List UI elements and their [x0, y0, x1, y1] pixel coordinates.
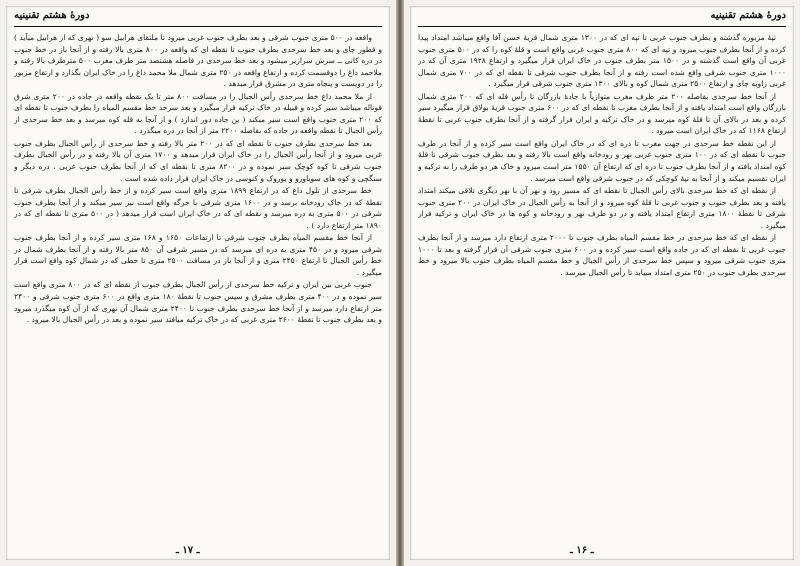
left-paragraph: از آنجا خط مقسم المیاه بطرف جنوب شرقی تا ارتفاعات ۱۶۵۰ و ۱۶۸ متری سیر کرده و از آنجا بطرف جنوب شرقی میرود و در ۴۵۰ متری به دره ای میرسد که در مسیر شرقی آن ۸۵۰ متر بالا رفته و از آنجا بطرف شمال در خط رأس الجبال تا ارتفاع ۲۴۵۰ متری و از آنجا باز در مسافت ۲۵۰۰ متری تا خطی که در شمال کوه واقع است قرار میگیرد . [14, 233, 382, 277]
right-paragraph: از این نقطه خط سرحدی در جهت مغرب تا دره ای که در خاک ایران واقع است سیر کرده و از آنجا در طرف جنوب تا نقطه ای که در ۱۰۰ متری جنوب غربی نهر و رودخانه واقع است بالا رفته و بعد بطرف جنوب شرقی تا قلهٔ کوه امتداد یافته و از آنجا بطرف جنوب تا دره ای که ارتفاع آن ۱۵۵۰ متر است میرود و خاک هر دو طرف را به ترکیه و ایران تقسیم میکند و از آنجا به تپهٔ کوچکی که در جنوب شرقی واقع است میرسد . [418, 138, 786, 183]
right-page [410, 6, 794, 560]
right-header-rule [418, 26, 786, 27]
right-paragraph: تپهٔ مزبوره گذشته و بطرف جنوب غربی تا تپه ای که در ۱۳۰۰ متری شمال قریهٔ حسن آقا واقع میباشد امتداد پیدا کرده و از آنجا بطرف جنوب میرود و تپه ای که ۸۰۰ متری جنوب غربی واقع است و قلهٔ کوه را که در ۵۰۰ متری جنوب غربی آن واقع است گذشته و در ۱۵۰۰ متر بطرف جنوب در خاک ایران قرار میگیرد و ارتفاع ۱۹۲۸ متری آن که در ۱۰۰۰ متری جنوب شرقی واقع شده است رفته و از آنجا بطرف جنوب شرقی تا نقطه ای که در ۷۰۰ متری شمال غربی زاویه چای و ارتفاع ۲۵۰۰ متری شمال کوه و بالای ۱۳۰۰ متری جنوب شرقی قرار میگیرد . [418, 33, 786, 89]
left-running-head: دورهٔ هشتم تقنینیه [14, 10, 90, 21]
book-gutter [396, 0, 404, 566]
left-paragraph: واقعه در ۵۰۰ متری جنوب شرقی و بعد بطرف جنوب غربی میرود تا ملتقای هرابیل سو ( نهری که از هرابیل میآید ) و قطور چای و بعد خط سرحدی بطرف جنوب تا نقطه ای که واقعه در ۸۰۰ متری بالا رفته و از آنجا باز در خط جنوب در دره کانی ــ سرش سرازیر میشود و بعد خط سرحدی در فاصله هشتصد متر طرف مغرب ۵۰۰ مترطرف بالا رفته و ملاحمد داغ را دوقسمت کرده و ارتفاع واقعه در ۲۵۰ متری شمال ملا محمد داغ را در خاک ایران بگذارد و ارتفاع مزبور را در دویست و پنجاه متری در مشرق قرار میدهد . [14, 33, 382, 89]
left-page [6, 6, 390, 560]
left-paragraph: خط سرحدی از تلول داغ که در ارتفاع ۱۸۹۹ متری واقع است سیر کرده و از خط رأس الجبال بطرف شرقی تا نقطهٔ که در خاک رودخانه برسد و در ۱۶۰۰ متری شرقی با جرگه واقع است نیز سیر میکند و از آنجا بطرف جنوب شرقی در ۵۰۰ متری به دره میرسد و نقطه ای که در خاک ایران است قرار میدهد ( در ۵۰۰ متری تا نقطه ای که در ۱۸۹۰ متر ارتفاع دارد ) . [14, 186, 382, 230]
right-page-number: ـ ۱۶ ـ [570, 545, 594, 556]
left-page-body [14, 32, 382, 538]
right-paragraph: از نقطه ای که خط سرحدی در خط مقسم المیاه بطرف جنوب تا ۲۰۰۰ متری ارتفاع دارد میرسد و از آنجا بطرف جنوب غربی تا نقطه ای که در جاده واقع است سیر کرده و در ۶۰۰ متری جنوب شرقی آن قرار گرفته و بعد تا ۱۰۰۰ متری جنوب شرقی میرود و سپس خط سرحدی از رأس الجبال و خط مقسم المیاه بطرف جنوب بالا میرود و خط سرحدی بطرف جنوب در ۲۵۰ متری امتداد مییابد تا رأس الجبال میرسد . [418, 233, 786, 277]
left-page-number: ـ ۱۷ ـ [176, 545, 200, 556]
left-paragraph: بعد خط سرحدی بطرف جنوب تا نقطه ای که در ۲۰۰ متر بالا رفته و خط سرحدی از رأس الجبال بطرف جنوب غربی میرود و از آنجا رأس الجبال را در خاک ایران قرار میدهد و ۱۷۰۰ متری آن بالا رفته و در رأس الجبال بطرف جنوب شرقی تا کوه کوچک سیر نموده و در ۸۲۰۰ متری تا نقطه ای که از آنجا بطرف جنوب غربی ، دره دیگر و سنگچی و کوه های سویاورو و بوروک و کنوسی در خاک ایران قرار داده شده است . [14, 138, 382, 183]
left-paragraph: از ملا محمد داغ خط سرحدی رأس الجبال را در مسافت ۸۰۰ متر تا یک نقطه واقعه در جاده در ۲۰۰ متری شرق قوناله میباشد سیر کرده و قبیله در خاک ترکیه قرار میگیرد و بعد سرحد خط مقسم المیاه را بطرف جنوب تا نقطه ای که ۲۰۰ متری جنوب واقع است سیر میکند ( بن جاده دور اندازد ) و از آنجا به قله کوه میرسد و بعد خط سرحدی از رأس الجبال تا نقطه واقعه در جاده که بفاصله ۲۲۰۰ متر از آنجا در دره میگذرد . [14, 91, 382, 136]
left-paragraph: جنوب غربی بین ایران و ترکیه خط سرحدی از رأس الجبال بطرف جنوب از نقطه ای که در ۸۰۰ متری واقع است سیر نموده و در ۴۰۰ متری بطرف مشرق و سپس جنوب تا نقطهٔ ۱۸۰ متری واقع در ۶۰۰ متری جنوب شرقی و ۲۴۰۰ متر ارتفاع دارد میرسد و از آنجا خط سرحدی بطرف جنوب تا ۲۴۰۰ متری شمال آن نهری که از آن کوه میگذرد میرود و بعد بطرف جنوب تا نقطهٔ ۲۶۰۰ متری غربی که در خاک ترکیه میافتد سیر نموده و بعد در رأس الجبال بالا میرود . [14, 280, 382, 325]
right-running-head: دورهٔ هشتم تقنینیه [710, 10, 786, 21]
right-paragraph: از نقطه ای که خط سرحدی بالای رأس الجبال تا نقطه ای که مسیر رود و نهر آن با نهر دیگری تلاقی میکند امتداد یافته و بعد بطرف جنوب و جنوب غربی تا قلهٔ کوه میرود و از آنجا به رأس الجبال در خاک ایران در ۲۰۰ متری جنوب شرقی تا نقطهٔ ۱۸۰۰ متری ارتفاع امتداد یافته و در دو طرف نهر و رودخانه و کوه ها در خاک ایران و ترکیه قرار میگیرد . [418, 186, 786, 230]
left-header-rule [14, 26, 382, 27]
right-page-body [418, 32, 786, 538]
right-paragraph: از آنجا خط سرحدی بفاصله ۲۰۰ متر طرف مغرب متوازیاً با جادهٔ بازرگان تا رأس قله ای که ۲۰۰ متری شمال بازرگان واقع است امتداد یافته و از آنجا بطرف مغرب تا نقطه ای که در ۶۰۰ متری جنوب قریهٔ بولاق قرار میگیرد سیر کرده و بعد در بالای آن تا قلهٔ کوه میرسد و در خاک ترکیه و ایران قرار گرفته و از آنجا بطرف جنوب غربی تا نقطهٔ ارتفاع ۱۱۶۸ که در خاک ایران است میرود . [418, 91, 786, 136]
